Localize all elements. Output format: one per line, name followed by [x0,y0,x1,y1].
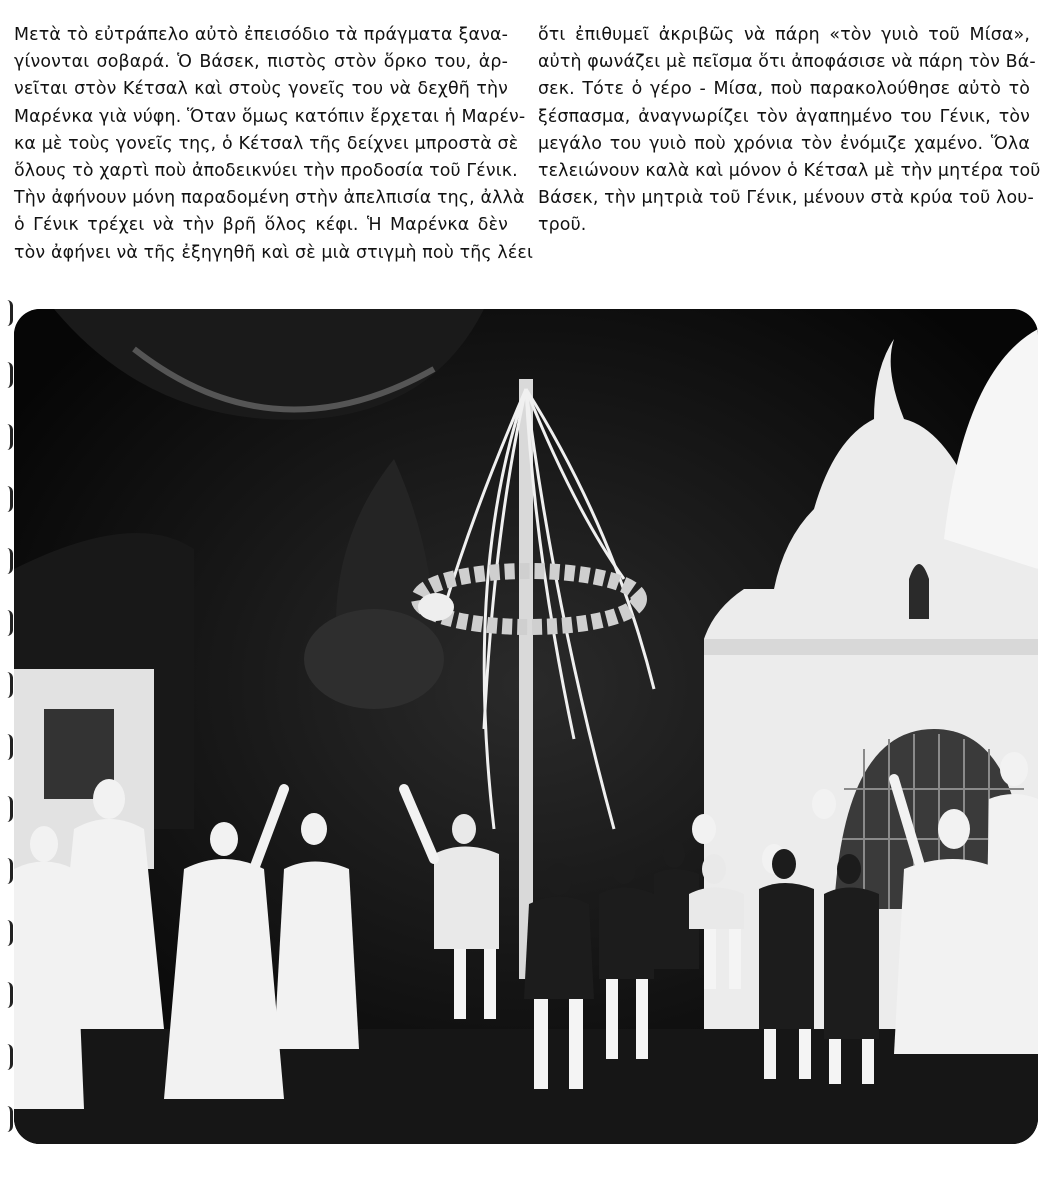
text-line: Βάσεκ, τὴν μητριὰ τοῦ Γένικ, μένουν στὰ κρύα τοῦ λου- [538,188,1034,209]
text-line: Τὴν ἀφήνουν μόνη παραδομένη στὴν ἀπελπισία της, ἀλλὰ [14,188,525,209]
text-line: κα μὲ τοὺς γονεῖς της, ὁ Κέτσαλ τῆς δείχνει μπροστὰ σὲ [14,133,519,154]
text-line: ὅλους τὸ χαρτὶ ποὺ ἀποδεικνύει τὴν προδοσία τοῦ Γένικ. [14,161,518,182]
stage-scene-illustration [14,309,1038,1144]
text-line: ξέσπασμα, ἀναγνωρίζει τὸν ἀγαπημένο του Γένικ, τὸν [538,106,1030,127]
stage-photograph [14,309,1038,1144]
text-line: αὐτὴ φωνάζει μὲ πεῖσμα ὅτι ἀποφάσισε νὰ πάρη τὸν Βά- [538,52,1036,73]
text-line: Μαρένκα γιὰ νύφη. Ὅταν ὅμως κατόπιν ἔρχεται ἡ Μαρέν- [14,106,526,127]
text-line: τὸν ἀφήνει νὰ τῆς ἐξηγηθῆ καὶ σὲ μιὰ στιγμὴ ποὺ τῆς λέει [14,242,533,263]
text-line: τροῦ. [538,215,587,236]
text-line: σεκ. Τότε ὁ γέρο - Μίσα, ποὺ παρακολούθησε αὐτὸ τὸ [538,79,1030,100]
text-line: νεῖται στὸν Κέτσαλ καὶ στοὺς γονεῖς του νὰ δεχθῆ τὴν [14,79,508,100]
text-line: τελειώνουν καλὰ καὶ μόνον ὁ Κέτσαλ μὲ τὴν μητέρα τοῦ [538,161,1041,182]
text-line: Μετὰ τὸ εὐτράπελο αὐτὸ ἐπεισόδιο τὰ πράγματα ξανα- [14,25,508,45]
text-line: ὁ Γένικ τρέχει νὰ τὴν βρῆ ὅλος κέφι. Ἡ Μαρένκα δὲν [14,215,508,236]
text-line: μεγάλο του γυιὸ ποὺ χρόνια τὸν ἐνόμιζε χαμένο. Ὅλα [538,133,1030,154]
article-column-right [538,22,1041,240]
article-column-left [14,22,533,267]
text-line: γίνονται σοβαρά. Ὁ Βάσεκ, πιστὸς στὸν ὅρκο του, ἀρ- [14,52,508,73]
text-line: ὅτι ἐπιθυμεῖ ἀκριβῶς νὰ πάρη «τὸν γυιὸ τοῦ Μίσα», [538,25,1030,45]
